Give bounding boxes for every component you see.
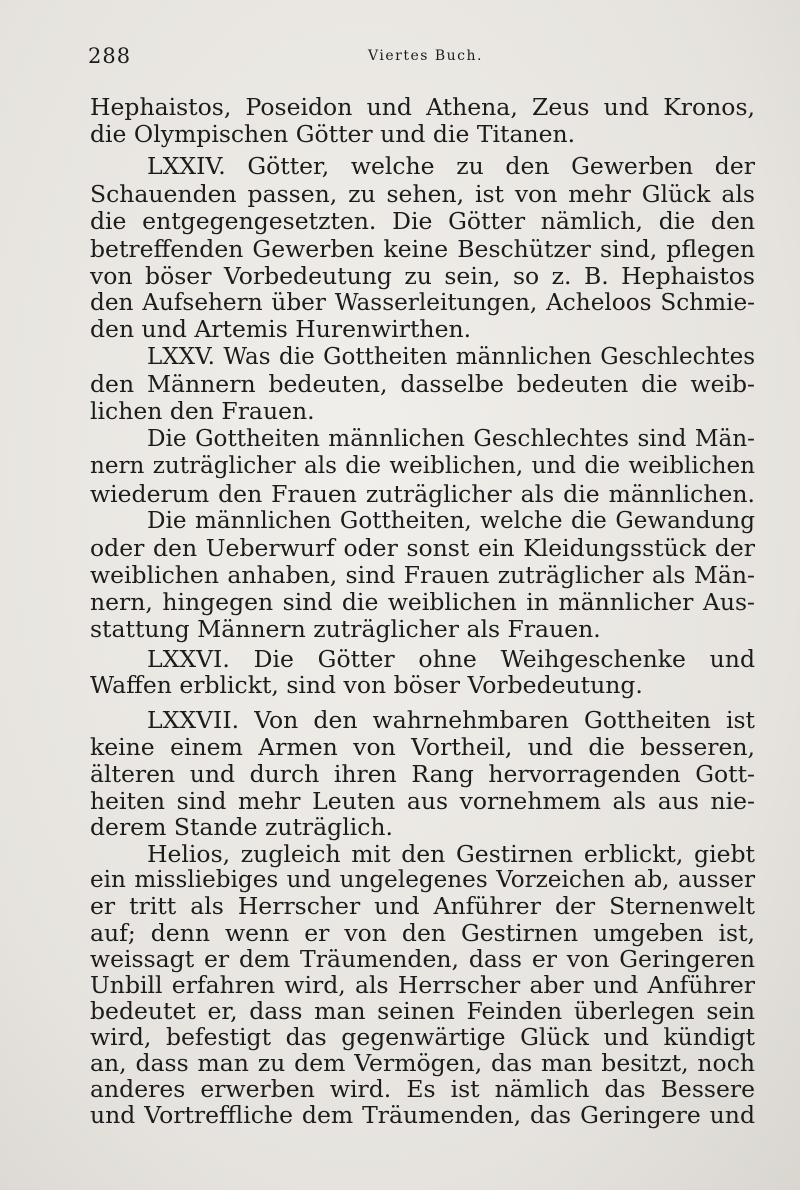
- text-line: den Männern bedeuten, dasselbe bedeuten die weib-: [90, 370, 755, 398]
- text-line: Schauenden passen, zu sehen, ist von mehr Glück als: [90, 180, 755, 208]
- text-line: älteren und durch ihren Rang hervorragenden Gott-: [90, 760, 755, 788]
- text-line: Waffen erblickt, sind von böser Vorbedeutung.: [90, 671, 643, 699]
- text-line: den und Artemis Hurenwirthen.: [90, 315, 472, 343]
- text-line: an, dass man zu dem Vermögen, das man besitzt, noch: [90, 1049, 755, 1077]
- text-line: heiten sind mehr Leuten aus vornehmem als aus nie-: [90, 787, 755, 815]
- text-line: von böser Vorbedeutung zu sein, so z. B. Hephaistos: [90, 262, 755, 290]
- text-line: keine einem Armen von Vortheil, und die besseren,: [90, 733, 755, 761]
- paragraph-start: Helios, zugleich mit den Gestirnen erblickt, giebt: [147, 840, 755, 868]
- running-head: Viertes Buch.: [368, 48, 483, 64]
- text-line: nern, hingegen sind die weiblichen in männlicher Aus-: [90, 588, 755, 616]
- section-heading-lxxiv: LXXIV. Götter, welche zu den Gewerben der: [147, 152, 755, 180]
- section-heading-lxxvi: LXXVI. Die Götter ohne Weihgeschenke und: [147, 645, 755, 673]
- text-line: Hephaistos, Poseidon und Athena, Zeus und Kronos,: [90, 93, 755, 121]
- page-number: 288: [88, 44, 132, 68]
- text-line: betreffenden Gewerben keine Beschützer sind, pflegen: [90, 235, 755, 263]
- text-line: die entgegengesetzten. Die Götter nämlich, die den: [90, 207, 755, 235]
- text-line: stattung Männern zuträglicher als Frauen.: [90, 615, 601, 643]
- text-line: wird, befestigt das gegenwärtige Glück und kündigt: [90, 1023, 755, 1051]
- paragraph-start: Die Gottheiten männlichen Geschlechtes sind Män-: [147, 426, 755, 452]
- text-line: die Olympischen Götter und die Titanen.: [90, 120, 576, 148]
- text-line: anderes erwerben wird. Es ist nämlich das Bessere: [90, 1075, 755, 1103]
- text-line: er tritt als Herrscher und Anführer der Sternenwelt: [90, 892, 755, 920]
- text-line: oder den Ueberwurf oder sonst ein Kleidungsstück der: [90, 534, 755, 562]
- text-line: und Vortreffliche dem Träumenden, das Geringere und: [90, 1101, 755, 1129]
- text-line: ein missliebiges und ungelegenes Vorzeichen ab, ausser: [90, 867, 755, 893]
- text-line: Unbill erfahren wird, als Herrscher aber und Anführer: [90, 971, 755, 999]
- section-heading-lxxv: LXXV. Was die Gottheiten männlichen Geschlechtes: [147, 344, 755, 370]
- page-header: [88, 44, 748, 74]
- text-line: auf; denn wenn er von den Gestirnen umgeben ist,: [90, 919, 755, 947]
- text-line: derem Stande zuträglich.: [90, 813, 393, 841]
- text-line: nern zuträglicher als die weiblichen, und die weiblichen: [90, 453, 755, 479]
- text-line: lichen den Frauen.: [90, 397, 315, 425]
- text-line: wiederum den Frauen zuträglicher als die männlichen.: [90, 480, 755, 508]
- text-line: weiblichen anhaben, sind Frauen zuträglicher als Män-: [90, 561, 755, 589]
- text-line: den Aufsehern über Wasserleitungen, Acheloos Schmie-: [90, 290, 755, 316]
- paragraph-start: Die männlichen Gottheiten, welche die Gewandung: [147, 508, 755, 534]
- section-heading-lxxvii: LXXVII. Von den wahrnehmbaren Gottheiten ist: [147, 706, 755, 734]
- text-line: bedeutet er, dass man seinen Feinden überlegen sein: [90, 997, 755, 1025]
- text-line: weissagt er dem Träumenden, dass er von Geringeren: [90, 945, 755, 973]
